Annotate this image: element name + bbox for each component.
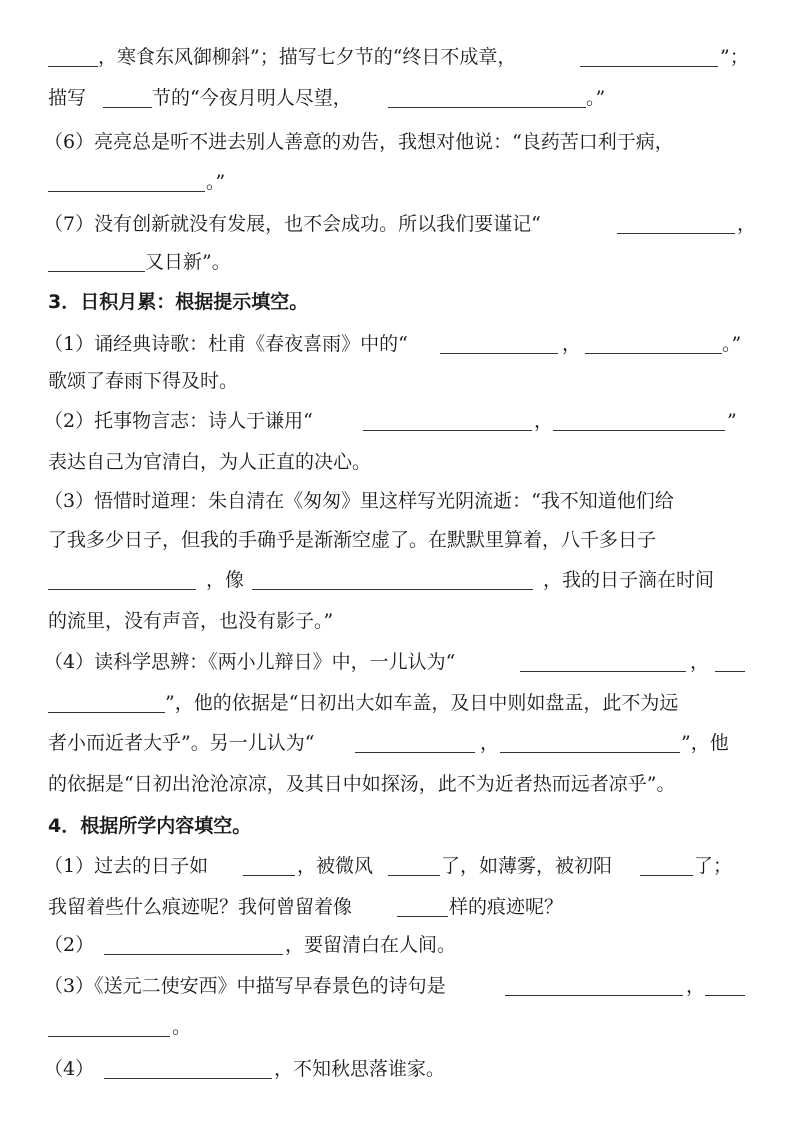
q4-item-1-cont — [0, 892, 793, 922]
text: ，像 — [206, 569, 245, 591]
q3-item-3 — [0, 486, 793, 516]
line-mid-autumn — [0, 83, 793, 113]
q4-item-2 — [0, 930, 793, 960]
blank-input[interactable] — [705, 995, 745, 996]
blank-input[interactable] — [505, 995, 683, 996]
blank-input[interactable] — [48, 1036, 170, 1037]
q4-item-4 — [0, 1054, 793, 1084]
q3-item-2 — [0, 406, 793, 436]
text: 又日新”。 — [145, 251, 231, 273]
q4-item-3-cont — [0, 1012, 793, 1042]
text: （1）过去的日子如 — [44, 855, 209, 877]
blank-input[interactable] — [104, 954, 283, 955]
text: 。” — [206, 171, 226, 193]
question-7-answer — [0, 247, 793, 277]
text: （2）托事物言志：诗人于谦用“ — [44, 410, 313, 432]
q3-item-1-cont — [0, 366, 793, 396]
blank-input[interactable] — [48, 589, 196, 590]
text: ，不知秋思落谁家。 — [274, 1058, 446, 1080]
blank-input[interactable] — [355, 752, 475, 753]
text: ， — [737, 213, 757, 235]
text: 节的“今夜月明人尽望， — [152, 87, 352, 109]
blank-input[interactable] — [104, 1078, 272, 1079]
blank-input[interactable] — [48, 271, 145, 272]
blank-input[interactable] — [388, 875, 440, 876]
text: 了，如薄雾，被初阳 — [441, 855, 613, 877]
q3-item-3-line2 — [0, 525, 793, 555]
question-6-answer — [0, 167, 793, 197]
blank-input[interactable] — [715, 671, 745, 672]
text: 的依据是“日初出沧沧凉凉，及其日中如探汤，此不为近者热而远者凉乎”。 — [48, 773, 676, 795]
blank-input[interactable] — [252, 589, 533, 590]
text: 我留着些什么痕迹呢？我何曾留着像 — [48, 896, 353, 918]
blank-input[interactable] — [553, 430, 725, 431]
text: ，寒食东风御柳斜”；描写七夕节的“终日不成章， — [98, 46, 517, 68]
text: 样的痕迹呢？ — [449, 896, 564, 918]
text: ， — [480, 732, 500, 754]
text: ， — [562, 333, 582, 355]
text: 表达自己为官清白，为人正直的决心。 — [48, 451, 372, 473]
text: （7）没有创新就没有发展，也不会成功。所以我们要谨记“ — [44, 213, 541, 235]
text: 了； — [694, 855, 733, 877]
text: ， — [690, 651, 710, 673]
blank-input[interactable] — [48, 191, 205, 192]
text: 。” — [722, 333, 742, 355]
text: ”，他 — [681, 732, 729, 754]
blank-input[interactable] — [520, 671, 686, 672]
blank-input[interactable] — [243, 875, 295, 876]
text: 者小而近者大乎”。另一儿认为“ — [48, 732, 315, 754]
q3-item-4-line4 — [0, 769, 793, 799]
section-4-heading — [0, 811, 793, 841]
q3-item-1 — [0, 329, 793, 359]
blank-input[interactable] — [48, 712, 165, 713]
blank-input[interactable] — [617, 233, 735, 234]
blank-input[interactable] — [640, 875, 693, 876]
blank-input[interactable] — [440, 353, 558, 354]
q3-item-3-line4 — [0, 606, 793, 636]
q4-item-3 — [0, 971, 793, 1001]
q3-item-3-line3 — [0, 565, 793, 595]
blank-input[interactable] — [500, 752, 680, 753]
blank-input[interactable] — [397, 916, 448, 917]
text: （3）《送元二使安西》中描写早春景色的诗句是 — [44, 975, 446, 997]
q3-item-4 — [0, 647, 793, 677]
text: ”； — [720, 46, 749, 68]
heading: 3．日积月累：根据提示填空。 — [48, 291, 309, 313]
text: （4）读科学思辨：《两小儿辩日》中，一儿认为“ — [44, 651, 456, 673]
question-7 — [0, 209, 793, 239]
heading: 4．根据所学内容填空。 — [48, 815, 252, 837]
text: 歌颂了春雨下得及时。 — [48, 370, 239, 392]
question-6 — [0, 127, 793, 157]
blank-input[interactable] — [585, 353, 722, 354]
text: ，被微风 — [297, 855, 374, 877]
text: ”，他的依据是“日初出大如车盖，及日中则如盘盂，此不为远 — [165, 692, 679, 714]
text: （3）悟惜时道理：朱自清在《匆匆》里这样写光阴流逝：“我不知道他们给 — [44, 490, 674, 512]
text: 了我多少日子，但我的手确乎是渐渐空虚了。在默默里算着，八千多日子 — [48, 529, 657, 551]
text: （4） — [44, 1058, 95, 1080]
text: （2） — [44, 934, 95, 956]
text: （6）亮亮总是听不进去别人善意的劝告，我想对他说：“良药苦口利于病， — [44, 131, 674, 153]
q3-item-4-line3 — [0, 728, 793, 758]
q3-item-2-cont — [0, 447, 793, 477]
text: ，要留清白在人间。 — [285, 934, 457, 956]
blank-input[interactable] — [388, 107, 586, 108]
text: 。 — [172, 1016, 192, 1038]
section-3-heading — [0, 287, 793, 317]
text: ， — [534, 410, 554, 432]
text: ” — [727, 410, 737, 432]
text: ，我的日子滴在时间 — [543, 569, 715, 591]
text: 。” — [586, 87, 606, 109]
blank-input[interactable] — [48, 66, 98, 67]
blank-input[interactable] — [580, 66, 718, 67]
text: （1）诵经典诗歌：杜甫《春夜喜雨》中的“ — [44, 333, 408, 355]
line-festival-poems — [0, 42, 793, 72]
q4-item-1 — [0, 851, 793, 881]
text: ， — [686, 975, 706, 997]
text: 描写 — [48, 87, 87, 109]
blank-input[interactable] — [103, 107, 152, 108]
blank-input[interactable] — [363, 430, 532, 431]
q3-item-4-line2 — [0, 688, 793, 718]
text: 的流里，没有声音，也没有影子。” — [48, 610, 334, 632]
